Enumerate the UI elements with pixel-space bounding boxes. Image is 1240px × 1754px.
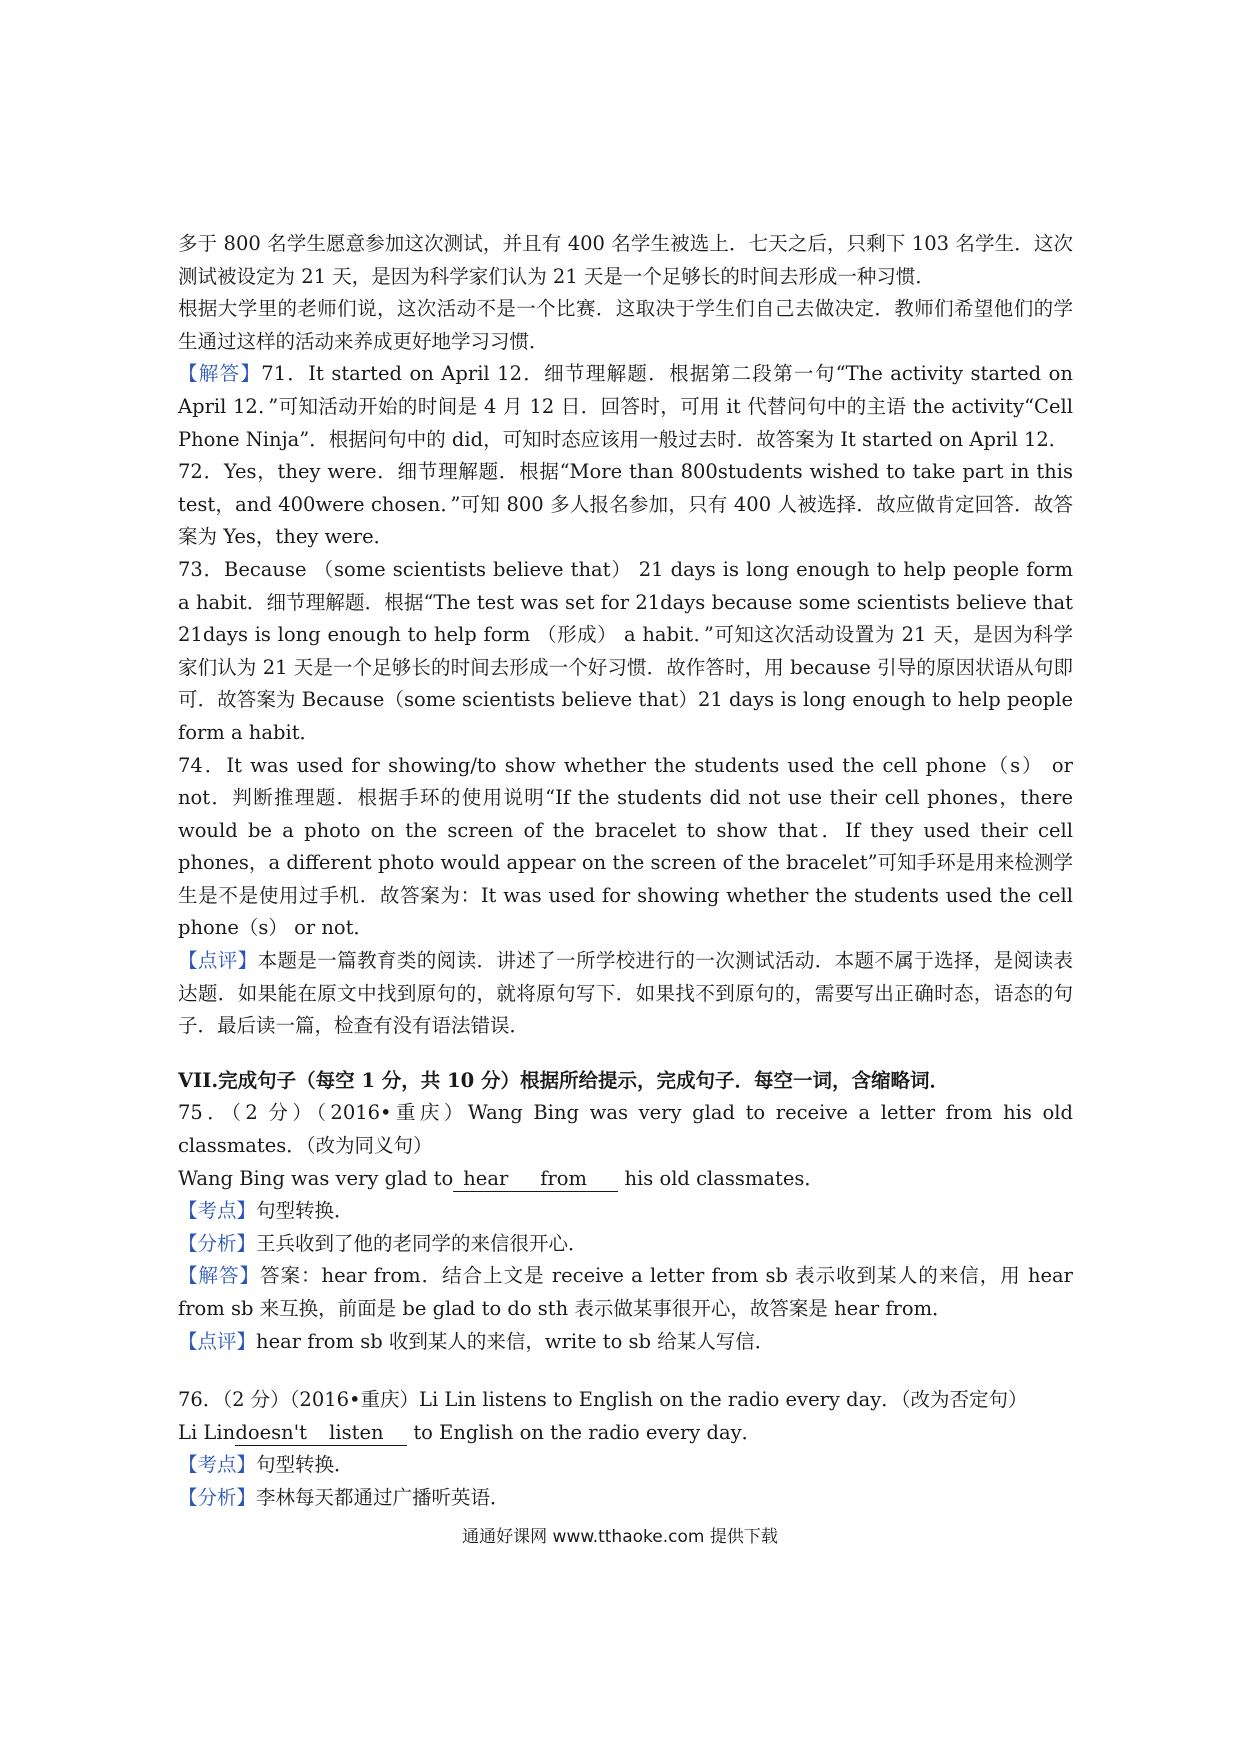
- answer-74: 74．It was used for showing/to show whether the students used the cell phone（s） or not．判断推理题．根据手环的使用说明“If the students did not use their cell phones，there would be a photo on the screen of the bracelet to show that．If they used their cell phones，a different photo would appear on the screen of the bracelet”可知手环是用来检测学生是不是使用过手机．故答案为：It was used for showing whether the students used the cell phone（s） or not．: [178, 753, 1073, 940]
- q75-post: his old classmates．: [618, 1166, 824, 1190]
- dianping-tag: 【点评】: [178, 949, 258, 973]
- q76-fenxi-text: 李林每天都通过广播听英语．: [256, 1485, 510, 1509]
- dianping-tag: 【点评】: [178, 1329, 257, 1353]
- q75-jieda: [178, 1260, 1073, 1325]
- q75-dianping-text: hear from sb 收到某人的来信，write to sb 给某人写信．: [256, 1329, 775, 1353]
- q75-kaodian: [178, 1195, 1073, 1228]
- question-76-sentence: [178, 1417, 1073, 1450]
- q76-blank-2: listen: [307, 1421, 407, 1446]
- intro-paragraph-2: 根据大学里的老师们说，这次活动不是一个比赛．这取决于学生们自己去做决定．教师们希望他们的学生通过这样的活动来养成更好地学习习惯．: [178, 297, 1073, 353]
- q75-kaodian-text: 句型转换．: [256, 1199, 354, 1223]
- q75-pre: Wang Bing was very glad to: [178, 1166, 454, 1190]
- q76-pre: Li Lin: [178, 1420, 236, 1444]
- document-page: [178, 228, 1073, 1515]
- answer-71: [178, 358, 1073, 456]
- question-75-sentence: [178, 1163, 1073, 1196]
- q75-blank-2: from: [518, 1167, 618, 1192]
- fenxi-tag: 【分析】: [178, 1485, 257, 1509]
- answer-73: 73．Because （some scientists believe that） 21 days is long enough to help people form a habit．细节理解题．根据“The test was set for 21days because some scientists believe that 21days is long enough to help form （形成） a habit．”可知这次活动设置为 21 天，是因为科学家们认为 21 天是一个足够长的时间去形成一个好习惯．故作答时，用 because 引导的原因状语从句即可．故答案为 Because（some scientists believe that）21 days is long enough to help people form a habit．: [178, 557, 1073, 744]
- jieda-tag: 【解答】: [178, 362, 262, 386]
- q75-fenxi-text: 王兵收到了他的老同学的来信很开心．: [256, 1231, 588, 1255]
- page-footer: 通通好课网 www.tthaoke.com 提供下载: [462, 1527, 778, 1547]
- q75-jieda-text: 答案：hear from．结合上文是 receive a letter from sb 表示收到某人的来信，用 hear from sb 来互换，前面是 be glad to do sth 表示做某事很开心，故答案是 hear from．: [178, 1264, 1073, 1320]
- fenxi-tag: 【分析】: [178, 1231, 257, 1255]
- q76-post: to English on the radio every day．: [407, 1420, 762, 1444]
- question-76-stem: 76．（2 分）（2016•重庆）Li Lin listens to English on the radio every day．（改为否定句）: [178, 1388, 1028, 1412]
- answer-71-text: 71．It started on April 12．细节理解题．根据第二段第一句“The activity started on April 12．”可知活动开始的时间是 4 月 12 日．回答时，可用 it 代替问句中的主语 the activity“Cell Phone Ninja”．根据问句中的 did，可知时态应该用一般过去时．故答案为 It started on April 12．: [178, 362, 1073, 451]
- comment-1: [178, 945, 1073, 1043]
- q75-dianping: [178, 1326, 1073, 1359]
- jieda-tag: 【解答】: [178, 1264, 261, 1288]
- kaodian-tag: 【考点】: [178, 1199, 257, 1223]
- q76-kaodian-text: 句型转换．: [256, 1453, 354, 1477]
- kaodian-tag: 【考点】: [178, 1453, 257, 1477]
- q75-blank-1: hear: [453, 1167, 518, 1192]
- section-heading: VII.完成句子（每空 1 分，共 10 分）根据所给提示，完成句子．每空一词，含缩略词．: [178, 1068, 950, 1092]
- q76-fenxi: [178, 1482, 1073, 1515]
- comment-1-text: 本题是一篇教育类的阅读．讲述了一所学校进行的一次测试活动．本题不属于选择，是阅读表达题．如果能在原文中找到原句的，就将原句写下．如果找不到原句的，需要写出正确时态，语态的句子．最后读一篇，检查有没有语法错误．: [178, 949, 1073, 1038]
- answer-72: 72．Yes，they were．细节理解题．根据“More than 800students wished to take part in this test，and 400were chosen．”可知 800 多人报名参加，只有 400 人被选择．故应做肯定回答．故答案为 Yes，they were．: [178, 460, 1073, 549]
- q76-kaodian: [178, 1449, 1073, 1482]
- q75-fenxi: [178, 1228, 1073, 1261]
- intro-paragraph-1: 多于 800 名学生愿意参加这次测试，并且有 400 名学生被选上．七天之后，只剩下 103 名学生．这次测试被设定为 21 天，是因为科学家们认为 21 天是一个足够长的时间去形成一种习惯．: [178, 232, 1073, 288]
- q76-blank-1: doesn't: [235, 1420, 307, 1444]
- question-75-stem: 75．（2 分）（2016•重庆）Wang Bing was very glad to receive a letter from his old classmates．（改为同义句）: [178, 1101, 1073, 1158]
